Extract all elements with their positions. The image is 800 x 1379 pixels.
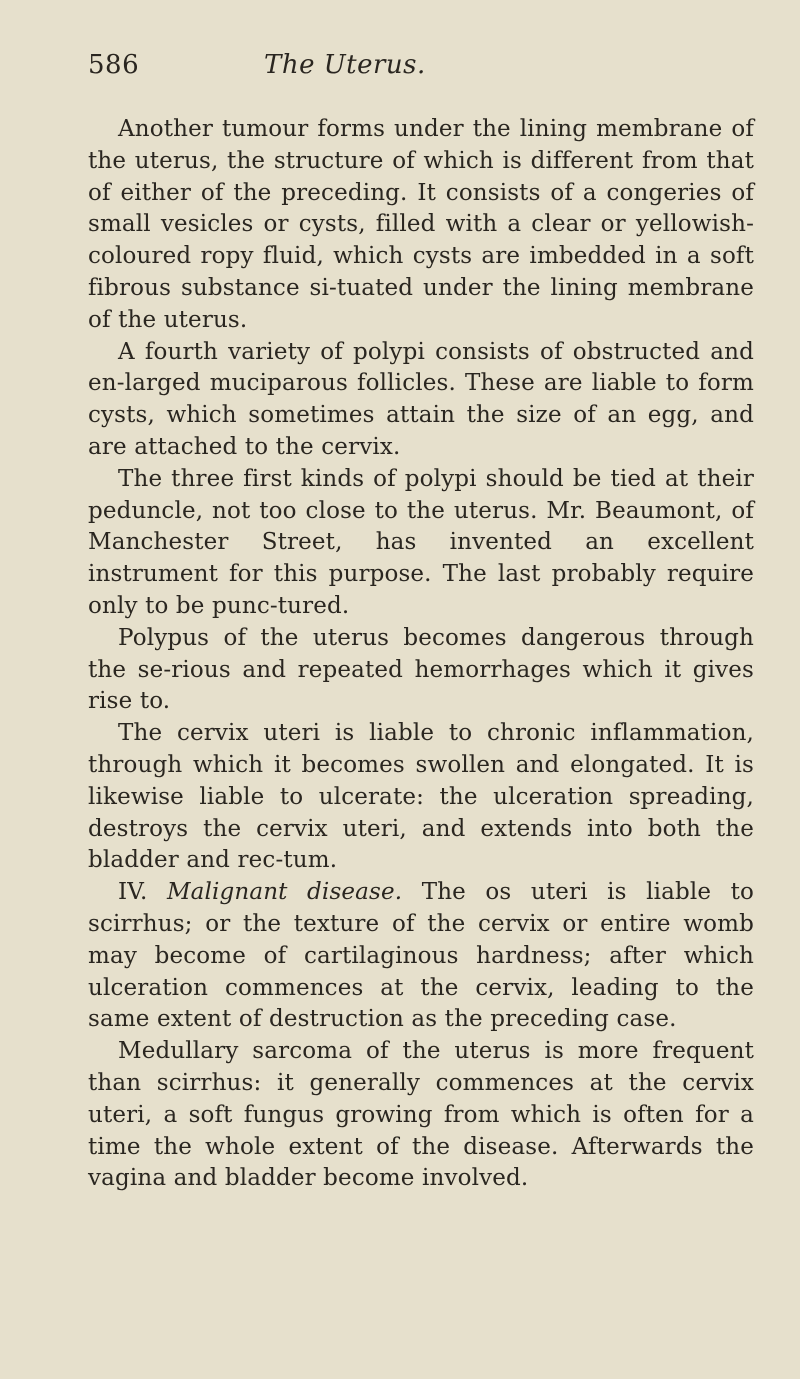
- paragraph-cervix-inflammation: The cervix uteri is liable to chronic inflammation, through which it becomes swollen and elongated. It is likewise liable to ulcerate: the ulceration spreading, destroys the cervix uteri, and extends into both the bladder and rec-tum.: [88, 720, 754, 874]
- running-title: The Uterus.: [264, 50, 426, 80]
- body-text: [88, 114, 754, 1195]
- paragraph-hemorrhage: Polypus of the uterus becomes dangerous through the se-rious and repeated hemorrhages which it gives rise to.: [88, 624, 754, 715]
- running-head: [88, 50, 754, 94]
- paragraph-malignant-disease: [88, 877, 754, 1036]
- paragraph-fourth-variety: A fourth variety of polypi consists of obstructed and en-larged muciparous follicles. These are liable to form cysts, which sometimes attain the size of an egg, and are attached to the cervix.: [88, 338, 754, 460]
- paragraph-medullary-sarcoma: Medullary sarcoma of the uterus is more frequent than scirrhus: it generally commences at the cervix uteri, a soft fungus growing from which is often for a time the whole extent of the disease. Afterwards the vagina and bladder become involved.: [88, 1038, 754, 1192]
- page-number: 586: [88, 50, 140, 80]
- section-number: IV.: [118, 879, 148, 906]
- paragraph-treatment: The three first kinds of polypi should be tied at their peduncle, not too close to the uterus. Mr. Beaumont, of Manchester Street, has invented an excellent instrument for this purpose. The last probably require only to be punc-tured.: [88, 465, 754, 619]
- paragraph-tumour-cysts: Another tumour forms under the lining membrane of the uterus, the structure of which is different from that of either of the preceding. It consists of a congeries of small vesicles or cysts, filled with a clear or yellowish-coloured ropy fluid, which cysts are imbedded in a soft fibrous substance si-tuated under the lining membrane of the uterus.: [88, 116, 754, 333]
- section-text: The os uteri is liable to scirrhus; or the texture of the cervix or entire womb may become of cartilaginous hardness; after which ulceration commences at the cervix, leading to the same extent of destruction as the preceding case.: [88, 879, 754, 1033]
- section-heading: Malignant disease.: [166, 879, 403, 906]
